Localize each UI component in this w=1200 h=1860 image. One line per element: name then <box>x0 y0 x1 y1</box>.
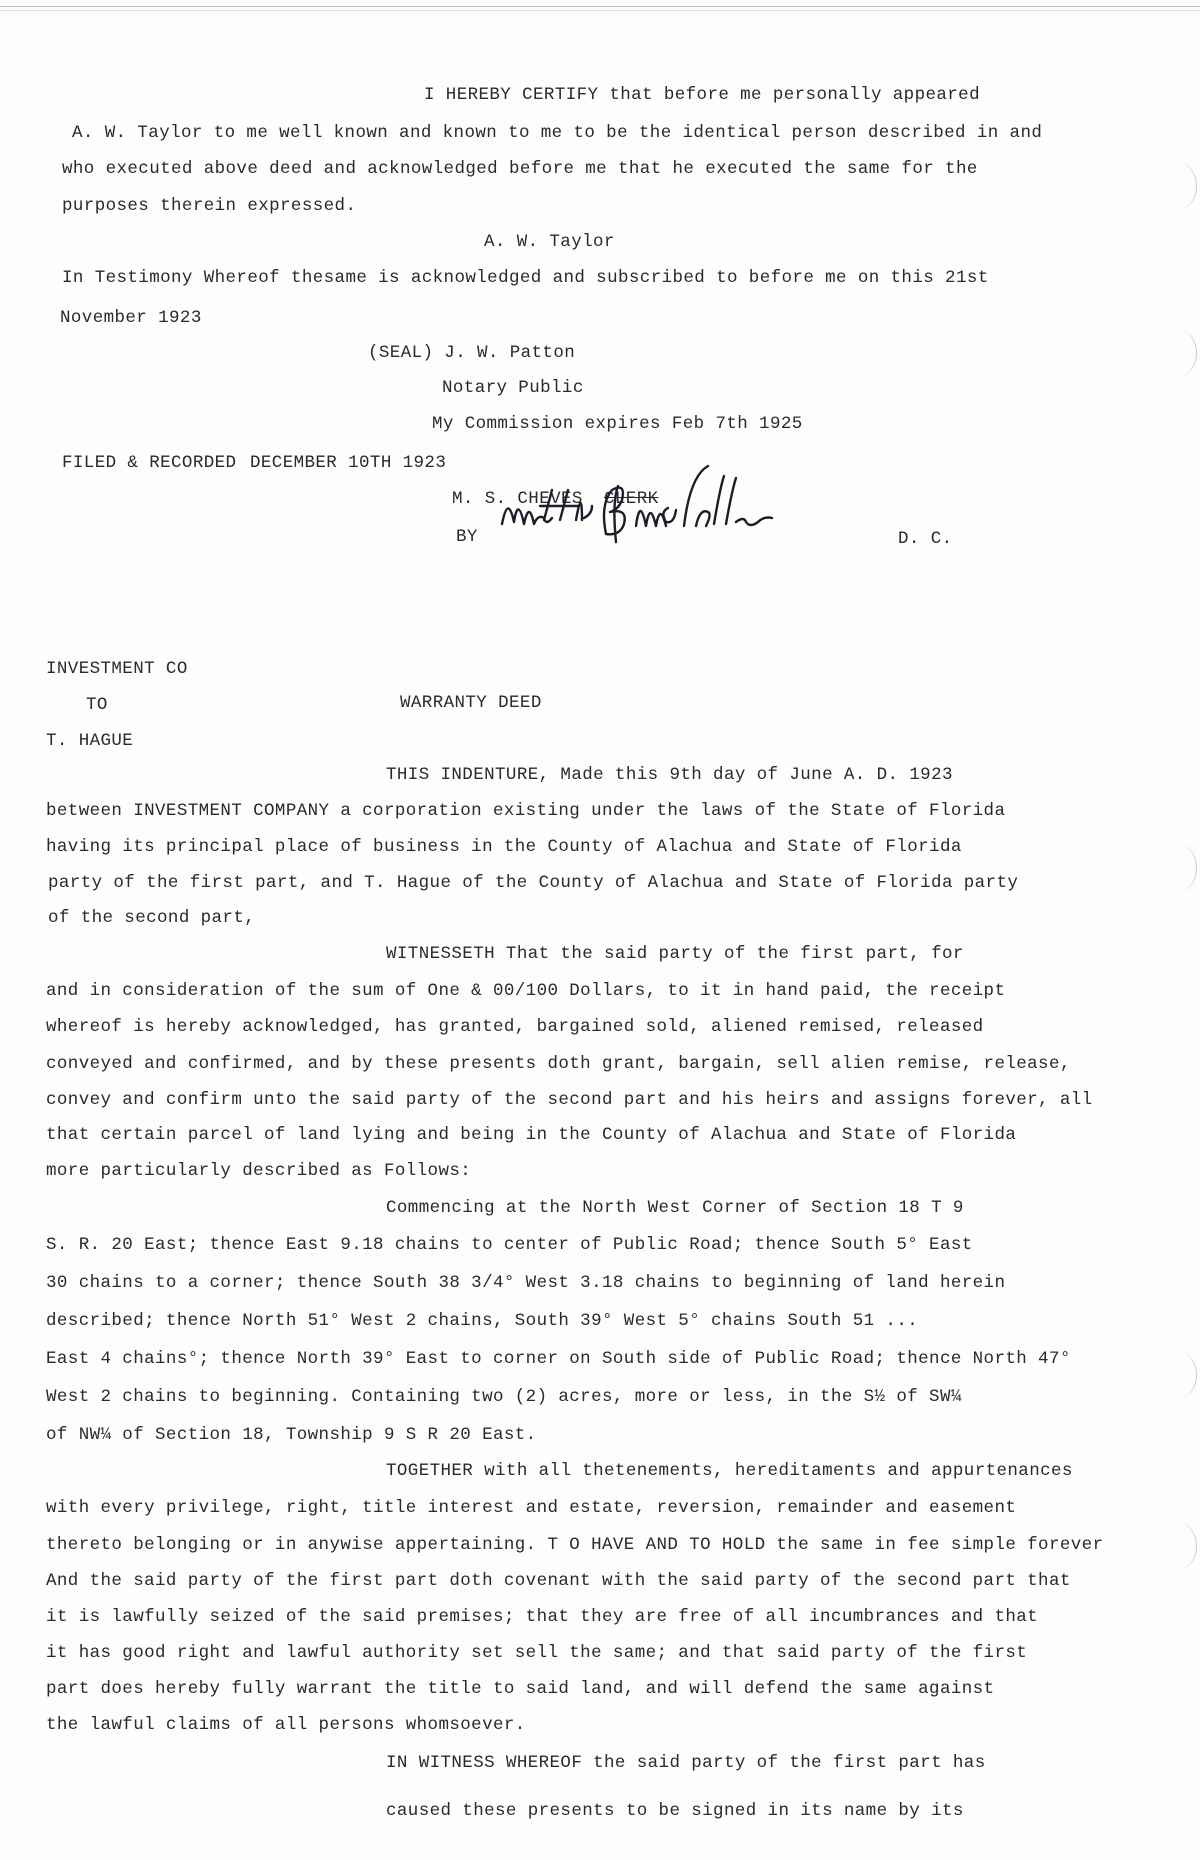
handwritten-signature-image <box>500 462 820 552</box>
deed-grantor: INVESTMENT CO <box>46 659 188 679</box>
deed-line-15: 30 chains to a corner; thence South 38 3/4° West 3.18 chains to beginning of land herein <box>46 1273 1006 1293</box>
deed-line-2: between INVESTMENT COMPANY a corporation existing under the laws of the State of Florida <box>46 801 1006 821</box>
clerk-title: CLERK <box>604 489 659 509</box>
punch-hole-mark <box>1162 163 1197 209</box>
deed-line-10: convey and confirm unto the said party of the second part and his heirs and assigns forever, all <box>46 1090 1093 1110</box>
deed-grantee: T. HAGUE <box>46 731 134 751</box>
clerk-name: M. S. CHEVES <box>452 489 583 509</box>
notary-commission: My Commission expires Feb 7th 1925 <box>432 414 803 434</box>
filed-label: FILED & RECORDED <box>62 453 237 473</box>
certificate-line-6: November 1923 <box>60 308 202 328</box>
deed-line-28: IN WITNESS WHEREOF the said party of the first part has <box>386 1753 986 1773</box>
deed-line-7: and in consideration of the sum of One & 00/100 Dollars, to it in hand paid, the receipt <box>46 981 1006 1001</box>
certificate-signer: A. W. Taylor <box>484 232 615 252</box>
deed-line-18: West 2 chains to beginning. Containing two (2) acres, more or less, in the S½ of SW¼ <box>46 1387 962 1407</box>
certificate-line-3: who executed above deed and acknowledged before me that he executed the same for the <box>62 159 978 179</box>
filed-date: DECEMBER 10TH 1923 <box>250 453 447 473</box>
deed-line-29: caused these presents to be signed in its name by its <box>386 1801 964 1821</box>
page-top-border <box>0 6 1200 11</box>
deed-title: WARRANTY DEED <box>400 693 542 713</box>
deed-line-4: party of the first part, and T. Hague of the County of Alachua and State of Florida party <box>48 873 1019 893</box>
punch-hole-mark <box>1162 845 1197 891</box>
deputy-clerk-label: D. C. <box>898 529 953 549</box>
certificate-line-5: In Testimony Whereof thesame is acknowledged and subscribed to before me on this 21st <box>62 268 989 288</box>
deed-to: TO <box>86 695 108 715</box>
deed-line-12: more particularly described as Follows: <box>46 1161 472 1181</box>
punch-hole-mark <box>1162 1523 1197 1569</box>
by-label: BY <box>456 527 478 547</box>
deed-line-3: having its principal place of business in the County of Alachua and State of Florida <box>46 837 962 857</box>
deed-line-24: it is lawfully seized of the said premises; that they are free of all incumbrances and that <box>46 1607 1039 1627</box>
deed-line-27: the lawful claims of all persons whomsoever. <box>46 1715 526 1735</box>
certificate-line-1: I HEREBY CERTIFY that before me personally appeared <box>424 85 980 105</box>
punch-hole-mark <box>1162 1352 1197 1398</box>
notary-seal-name: (SEAL) J. W. Patton <box>368 343 576 363</box>
deed-line-5: of the second part, <box>48 908 256 928</box>
deed-line-17: East 4 chains°; thence North 39° East to corner on South side of Public Road; thence North 47° <box>46 1349 1071 1369</box>
deed-line-23: And the said party of the first part doth covenant with the said party of the second part that <box>46 1571 1071 1591</box>
deed-line-21: with every privilege, right, title interest and estate, reversion, remainder and easement <box>46 1498 1017 1518</box>
deed-line-11: that certain parcel of land lying and being in the County of Alachua and State of Florida <box>46 1125 1017 1145</box>
deed-line-8: whereof is hereby acknowledged, has granted, bargained sold, aliened remised, released <box>46 1017 984 1037</box>
notary-title: Notary Public <box>442 378 584 398</box>
punch-hole-mark <box>1162 330 1197 376</box>
certificate-line-4: purposes therein expressed. <box>62 196 357 216</box>
deed-line-14: S. R. 20 East; thence East 9.18 chains to center of Public Road; thence South 5° East <box>46 1235 973 1255</box>
deed-line-16: described; thence North 51° West 2 chains, South 39° West 5° chains South 51 ... <box>46 1311 919 1331</box>
certificate-line-2: A. W. Taylor to me well known and known to me to be the identical person described in and <box>72 123 1043 143</box>
deed-line-19: of NW¼ of Section 18, Township 9 S R 20 East. <box>46 1425 537 1445</box>
deed-line-20: TOGETHER with all thetenements, hereditaments and appurtenances <box>386 1461 1073 1481</box>
deed-line-26: part does hereby fully warrant the title to said land, and will defend the same against <box>46 1679 995 1699</box>
deed-line-13: Commencing at the North West Corner of Section 18 T 9 <box>386 1198 964 1218</box>
deed-line-9: conveyed and confirmed, and by these presents doth grant, bargain, sell alien remise, release, <box>46 1054 1071 1074</box>
deed-line-25: it has good right and lawful authority set sell the same; and that said party of the first <box>46 1643 1028 1663</box>
deed-line-6: WITNESSETH That the said party of the first part, for <box>386 944 964 964</box>
deed-line-22: thereto belonging or in anywise appertaining. T O HAVE AND TO HOLD the same in fee simple forever <box>46 1535 1104 1555</box>
deed-line-1: THIS INDENTURE, Made this 9th day of June A. D. 1923 <box>386 765 953 785</box>
